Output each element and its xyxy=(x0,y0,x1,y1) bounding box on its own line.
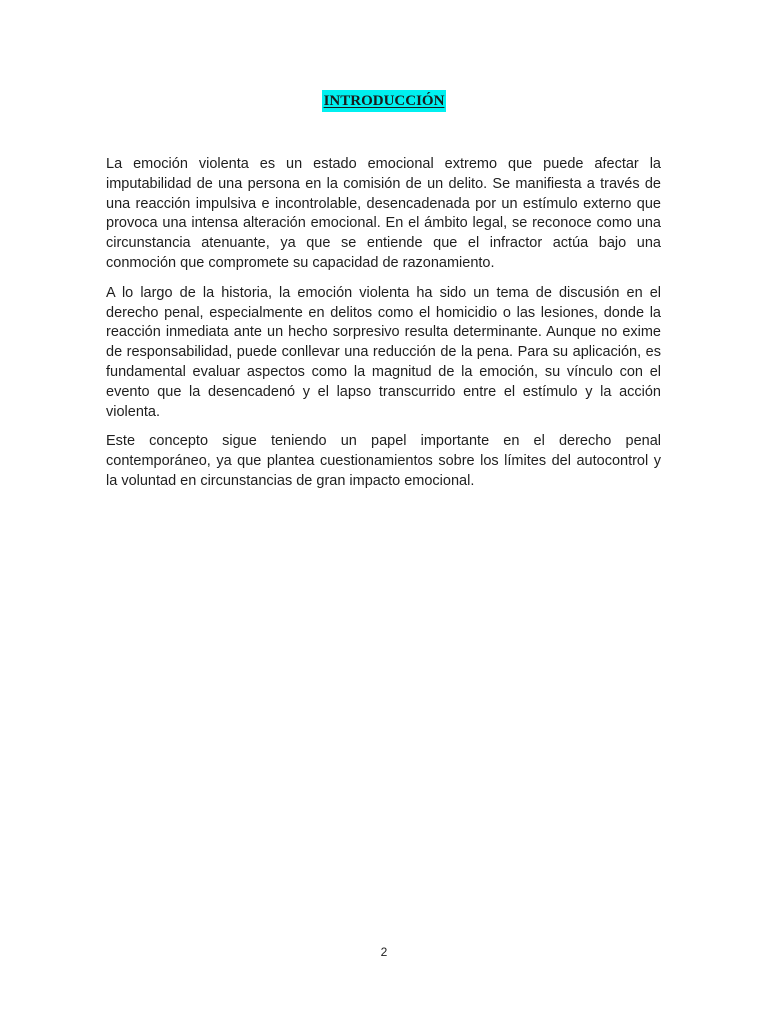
document-body xyxy=(106,155,661,502)
page-number: 2 xyxy=(380,945,388,959)
title-container xyxy=(0,90,768,112)
paragraph-3: Este concepto sigue teniendo un papel importante en el derecho penal contemporáneo, ya que plantea cuestionamientos sobre los límites del autocontrol y la voluntad en circunstancias de gran impacto emocional. xyxy=(106,433,661,489)
page-title: INTRODUCCIÓN xyxy=(322,90,447,112)
paragraph-1: La emoción violenta es un estado emocional extremo que puede afectar la imputabilidad de una persona en la comisión de un delito. Se manifiesta a través de una reacción impulsiva e incontrolable, desencadenada por un estímulo externo que provoca una intensa alteración emocional. En el ámbito legal, se reconoce como una circunstancia atenuante, ya que se entiende que el infractor actúa bajo una conmoción que compromete su capacidad de razonamiento. xyxy=(106,156,661,271)
paragraph-2: A lo largo de la historia, la emoción violenta ha sido un tema de discusión en el derecho penal, especialmente en delitos como el homicidio o las lesiones, donde la reacción inmediata ante un hecho sorpresivo resulta determinante. Aunque no exime de responsabilidad, puede conllevar una reducción de la pena. Para su aplicación, es fundamental evaluar aspectos como la magnitud de la emoción, su vínculo con el evento que la desencadenó y el lapso transcurrido entre el estímulo y la acción violenta. xyxy=(106,284,661,420)
